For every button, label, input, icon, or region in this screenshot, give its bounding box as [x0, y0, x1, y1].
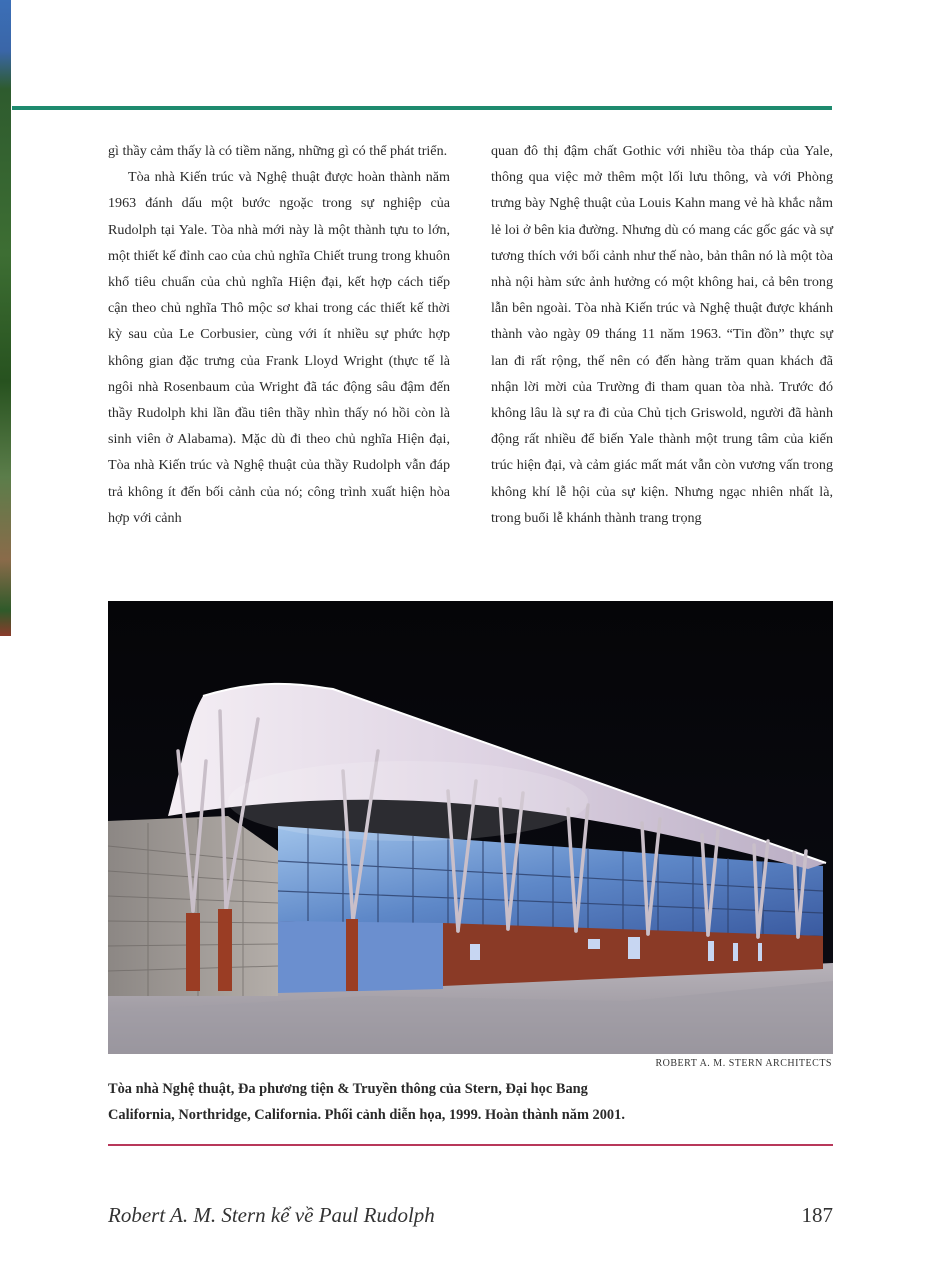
bottom-rule	[108, 1144, 833, 1146]
figure-caption	[108, 1076, 836, 1128]
photo-credit: ROBERT A. M. STERN ARCHITECTS	[655, 1058, 832, 1069]
caption-line: Tòa nhà Nghệ thuật, Đa phương tiện & Truyền thông của Stern, Đại học Bang	[108, 1081, 588, 1097]
top-rule	[12, 106, 832, 110]
page-number: 187	[801, 1203, 833, 1227]
running-footer-title: Robert A. M. Stern kể về Paul Rudolph	[108, 1203, 435, 1227]
paragraph: gì thầy cảm thấy là có tiềm năng, những gì có thể phát triển.	[108, 143, 448, 159]
caption-line: California, Northridge, California. Phối cảnh diễn họa, 1999. Hoàn thành năm 2001.	[108, 1107, 625, 1123]
body-column-right	[491, 138, 833, 531]
paragraph: Tòa nhà Kiến trúc và Nghệ thuật được hoàn thành năm 1963 đánh dấu một bước ngoặc trong sự nghiệp của Rudolph tại Yale. Tòa nhà mới này là một thành tựu to lớn, một thiết kế đỉnh cao của chủ nghĩa Chiết trung trong khuôn khổ tiêu chuẩn của chủ nghĩa Hiện đại, kết hợp cách tiếp cận theo chủ nghĩa Thô mộc sơ khai trong các thiết kế thời kỳ sau của Le Corbusier, cùng với ít nhiều sự phức hợp không gian đặc trưng của Frank Lloyd Wright (thực tế là ngôi nhà Rosenbaum của Wright đã tác động sâu đậm đến thầy Rudolph khi lần đầu tiên thầy nhìn thấy nó hồi còn là sinh viên ở Alabama). Mặc dù đi theo chủ nghĩa Hiện đại, Tòa nhà Kiến trúc và Nghệ thuật của thầy Rudolph vẫn đáp trả không ít đến bối cảnh của nó; công trình xuất hiện hòa hợp với cảnh	[108, 169, 450, 526]
adjacent-page-photo-edge	[0, 0, 11, 636]
paragraph: quan đô thị đậm chất Gothic với nhiều tòa tháp của Yale, thông qua việc mở thêm một lối lưu thông, và với Phòng trưng bày Nghệ thuật của Louis Kahn mang vẻ hà khắc nằm lẻ loi ở bên kia đường. Nhưng dù có mang các gốc gác và sự tương thích với bối cảnh như thế nào, bản thân nó là một tòa nhà nội hàm sức ảnh hưởng có một không hai, cả bên trong lẫn bên ngoài. Tòa nhà Kiến trúc và Nghệ thuật được khánh thành vào ngày 09 tháng 11 năm 1963. “Tin đồn” thực sự lan đi rất rộng, thế nên có đến hàng trăm quan khách đã nhận lời mời của Trường đi tham quan tòa nhà. Trước đó không lâu là sự ra đi của Chủ tịch Griswold, người đã hành động rất nhiều để biến Yale thành một trung tâm của kiến trúc hiện đại, và cảm giác mất mát vẫn còn vương vấn trong không khí lễ hội của sự kiện. Nhưng ngạc nhiên nhất là, trong buổi lễ khánh thành trang trọng	[491, 143, 833, 526]
building-rendering-photo	[108, 601, 833, 1054]
body-column-left	[108, 138, 450, 531]
